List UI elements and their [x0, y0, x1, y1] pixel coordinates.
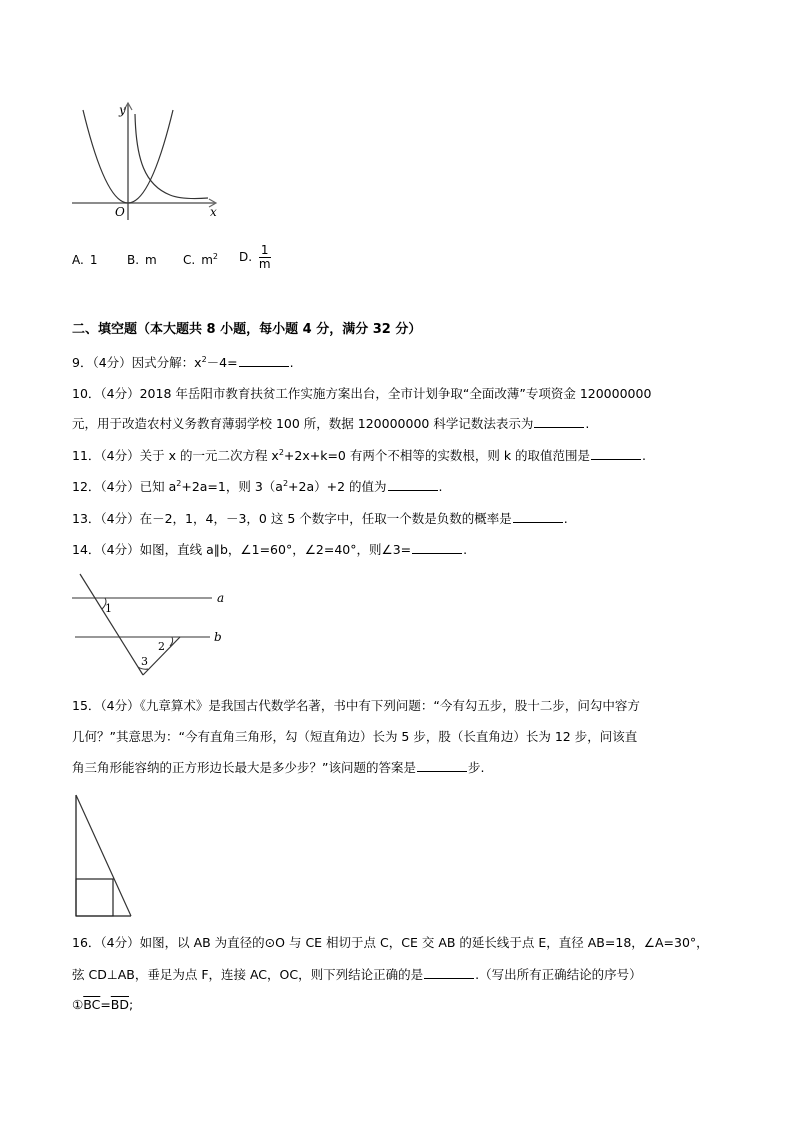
x-axis-label: x	[210, 205, 217, 219]
answer-blank-q16[interactable]	[424, 966, 474, 979]
fraction-one-over-m: $\frac{1}{m}$	[258, 243, 271, 271]
answer-blank-q10[interactable]	[534, 415, 584, 428]
question-10-line-2: 元，用于改造农村义务教育薄弱学校 100 所，数据 120000000 科学记数法表示为 .	[72, 416, 590, 431]
line-a-label: a	[217, 591, 225, 605]
question-15-line-2: 几何？”其意思为：“今有直角三角形，勾（短直角边）长为 5 步，股（长直角边）长为 12 步，问该直	[72, 729, 638, 744]
question-15-line-3: 角三角形能容纳的正方形边长最大是多少步？”该问题的答案是 步.	[72, 760, 485, 775]
option-c[interactable]: C. $m^2$	[183, 252, 218, 267]
option-d[interactable]: D. $\frac{1}{m}$	[239, 243, 271, 271]
answer-blank-q14[interactable]	[412, 541, 462, 554]
question-10-line-1: 10．（4分）2018 年岳阳市教育扶贫工作实施方案出台，全市计划争取“全面改薄”专项资金 120000000	[72, 386, 652, 401]
answer-blank-q9[interactable]	[239, 354, 289, 367]
answer-blank-q11[interactable]	[591, 447, 641, 460]
angle-1-label: 1	[105, 602, 112, 615]
question-16-line-2: 弦 CD⊥AB，垂足为点 F，连接 AC，OC，则下列结论正确的是 .（写出所有正确结论的序号）	[72, 967, 642, 982]
origin-label: O	[115, 205, 125, 219]
angle-3-label: 3	[141, 655, 148, 668]
line-b-label: b	[214, 630, 222, 644]
arc-bd: $\overline{BD}$	[110, 997, 129, 1012]
answer-blank-q13[interactable]	[513, 510, 563, 523]
section-2-header: 二、填空题（本大题共 8 小题，每小题 4 分，满分 32 分）	[72, 322, 422, 337]
option-a[interactable]: A. 1	[72, 253, 98, 267]
answer-blank-q12[interactable]	[388, 478, 438, 491]
figure-q14-parallel-lines	[65, 568, 235, 683]
arc-bc: $\overline{BC}$	[83, 997, 101, 1012]
question-14: 14．（4分）如图，直线 a∥b，∠1=60°，∠2=40°，则∠3= .	[72, 542, 468, 557]
angle-2-label: 2	[158, 640, 165, 653]
question-12: 12．（4分）已知 $a^2+2a=1$，则 $3(a^2+2a)+2$ 的值为 .	[72, 479, 443, 494]
question-11: 11．（4分）关于 x 的一元二次方程 $x^2+2x+k=0$ 有两个不相等的实数根，则 k 的取值范围是 .	[72, 448, 647, 463]
question-13: 13．（4分）在－2，1，4，－3，0 这 5 个数字中，任取一个数是负数的概率是 .	[72, 511, 568, 526]
question-9: 9．（4分）因式分解：$x^2-4=$ .	[72, 355, 294, 370]
question-15-line-1: 15．（4分）《九章算术》是我国古代数学名著，书中有下列问题：“今有勾五步，股十二步，问勾中容方	[72, 698, 640, 713]
figure-q15-triangle-square	[70, 790, 140, 920]
question-16-line-1: 16．（4分）如图，以 AB 为直径的⊙O 与 CE 相切于点 C，CE 交 AB 的延长线于点 E，直径 AB=18，∠A=30°，	[72, 935, 709, 950]
y-axis-label: y	[119, 103, 126, 117]
question-16-item-1: $①\overline{BC}=\overline{BD}$;	[72, 997, 134, 1012]
answer-blank-q15[interactable]	[417, 759, 467, 772]
figure-q8-graph	[65, 92, 225, 222]
option-b[interactable]: B. m	[127, 253, 157, 267]
